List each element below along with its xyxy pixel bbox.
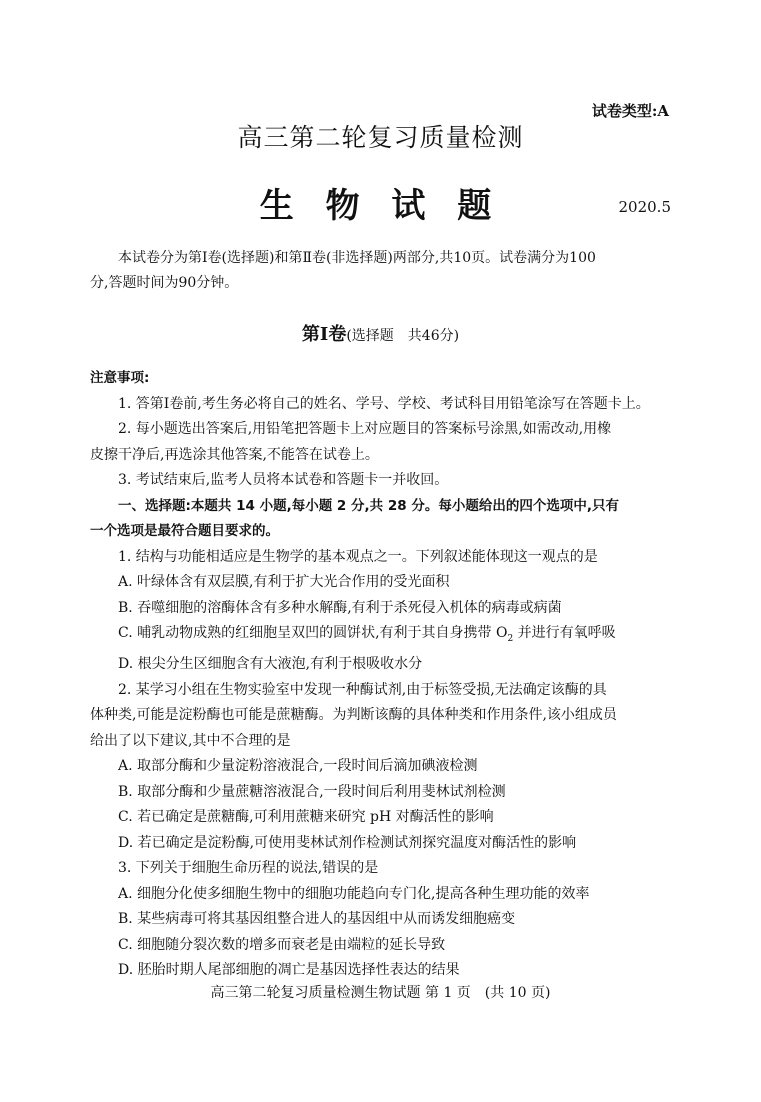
notes-heading: 注意事项: xyxy=(90,370,150,386)
subject-title: 生 物 试 题 xyxy=(259,186,502,226)
exam-date: 2020.5 xyxy=(618,198,671,216)
exam-title: 高三第二轮复习质量检测 xyxy=(237,123,524,152)
question-3-option-d: D. 胚胎时期人尾部细胞的凋亡是基因选择性表达的结果 xyxy=(118,962,460,979)
instructions-line-2: 一个选项是最符合题目要求的。 xyxy=(90,523,279,539)
paper-type-label: 试卷类型:A xyxy=(591,102,669,120)
question-1-option-d: D. 根尖分生区细胞含有大液泡,有利于根吸收水分 xyxy=(118,656,423,673)
intro-paragraph xyxy=(90,246,670,296)
question-2-stem-line-1: 2. 某学习小组在生物实验室中发现一种酶试剂,由于标签受损,无法确定该酶的具 xyxy=(118,681,607,698)
question-2-option-a: A. 取部分酶和少量淀粉溶液混合,一段时间后滴加碘液检测 xyxy=(118,758,478,775)
question-1-option-c-text: C. 哺乳动物成熟的红细胞呈双凹的圆饼状,有利于其自身携带 O xyxy=(118,625,508,641)
note-item-1: 1. 答第Ⅰ卷前,考生务必将自己的姓名、学号、学校、考试科目用铅笔涂写在答题卡上。 xyxy=(118,395,650,412)
question-3-stem: 3. 下列关于细胞生命历程的说法,错误的是 xyxy=(118,860,379,877)
question-2-option-b: B. 取部分酶和少量蔗糖溶液混合,一段时间后利用斐林试剂检测 xyxy=(118,783,506,800)
note-item-2-line-2: 皮擦干净后,再选涂其他答案,不能答在试卷上。 xyxy=(90,446,379,463)
note-item-2-line-1: 2. 每小题选出答案后,用铅笔把答题卡上对应题目的答案标号涂黑,如需改动,用橡 xyxy=(118,421,612,437)
question-1-option-c xyxy=(90,621,670,652)
section-heading xyxy=(0,320,761,346)
intro-line-1: 本试卷分为第Ⅰ卷(选择题)和第Ⅱ卷(非选择题)两部分,共10页。试卷满分为100 xyxy=(118,250,596,266)
question-2-stem-line-2: 体种类,可能是淀粉酶也可能是蔗糖酶。为判断该酶的具体种类和作用条件,该小组成员 xyxy=(90,707,617,724)
exam-content xyxy=(90,366,670,984)
section-title: 第Ⅰ卷 xyxy=(301,324,347,345)
instructions-line-1: 一、选择题:本题共 14 小题,每小题 2 分,共 28 分。每小题给出的四个选项中,只有 xyxy=(118,497,619,514)
question-2-stem-line-3: 给出了以下建议,其中不合理的是 xyxy=(90,732,291,749)
question-1-option-c-tail: 并进行有氧呼吸 xyxy=(513,625,616,641)
question-1-option-b: B. 吞噬细胞的溶酶体含有多种水解酶,有利于杀死侵入机体的病毒或病菌 xyxy=(118,599,562,616)
page-footer: 高三第二轮复习质量检测生物试题 第 1 页 (共 10 页) xyxy=(210,985,551,1001)
oxygen-subscript: 2 xyxy=(507,633,514,644)
question-1-stem: 1. 结构与功能相适应是生物学的基本观点之一。下列叙述能体现这一观点的是 xyxy=(118,548,598,565)
question-3-option-a: A. 细胞分化使多细胞生物中的细胞功能趋向专门化,提高各种生理功能的效率 xyxy=(118,885,590,902)
question-2-option-c: C. 若已确定是蔗糖酶,可利用蔗糖来研究 pH 对酶活性的影响 xyxy=(118,809,494,826)
section-subtitle: (选择题 共46分) xyxy=(346,328,460,344)
question-3-option-b: B. 某些病毒可将其基因组整合进人的基因组中从而诱发细胞癌变 xyxy=(118,911,516,928)
note-item-3: 3. 考试结束后,监考人员将本试卷和答题卡一并收回。 xyxy=(118,472,449,488)
question-3-option-c: C. 细胞随分裂次数的增多而衰老是由端粒的延长导致 xyxy=(118,936,446,953)
question-1-option-a: A. 叶绿体含有双层膜,有利于扩大光合作用的受光面积 xyxy=(118,574,450,590)
question-2-option-d: D. 若已确定是淀粉酶,可使用斐林试剂作检测试剂探究温度对酶活性的影响 xyxy=(118,834,577,851)
intro-line-2: 分,答题时间为90分钟。 xyxy=(90,275,239,291)
